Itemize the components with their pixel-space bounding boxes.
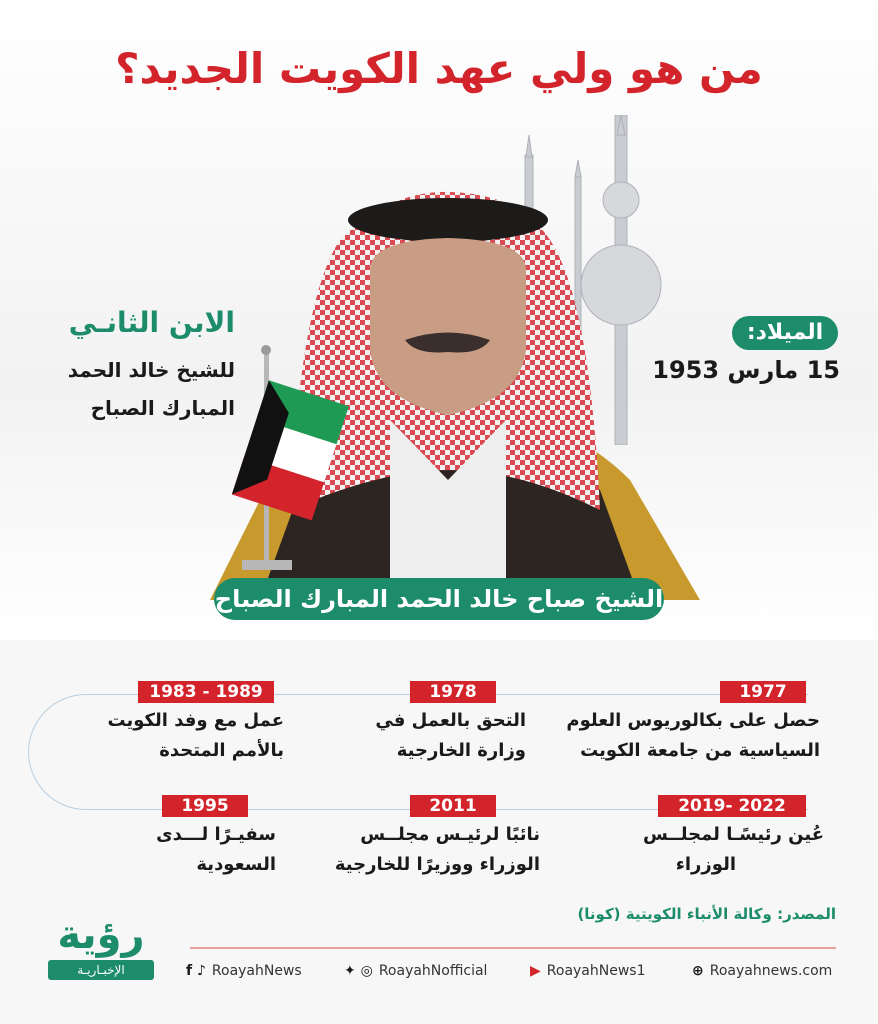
source-credit: المصدر: وكالة الأنباء الكويتية (كونا) xyxy=(577,905,836,923)
page-title: من هو ولي عهد الكويت الجديد؟ xyxy=(115,44,763,93)
year-badge-1978: 1978 xyxy=(410,681,496,703)
event-1995-line-1: سفيـرًا لـــدى xyxy=(156,824,276,845)
birth-label: الميلاد: xyxy=(732,316,838,350)
event-2011-line-1: نائبًا لرئيـس مجلــس xyxy=(360,824,540,845)
event-2019-line-1: عُين رئيسًـا لمجلــس xyxy=(643,824,824,845)
kuwait-flag-icon xyxy=(228,340,358,580)
footer-divider xyxy=(190,947,836,949)
social-website-text: Roayahnews.com xyxy=(709,963,833,979)
social-youtube[interactable] xyxy=(530,963,646,979)
social-facebook-tiktok[interactable] xyxy=(186,963,302,979)
event-2019-line-2: الوزراء xyxy=(675,854,736,875)
event-1978-line-2: وزارة الخارجية xyxy=(396,740,526,761)
event-1983-line-2: بالأمم المتحدة xyxy=(159,740,284,761)
event-1977-line-2: السياسية من جامعة الكويت xyxy=(580,740,820,761)
social-website[interactable] xyxy=(692,963,832,979)
year-badge-1983-1989: 1983 - 1989 xyxy=(138,681,274,703)
roayah-logo xyxy=(42,912,160,984)
social-twitter-instagram-text: RoayahNofficial xyxy=(378,963,488,979)
social-facebook-tiktok-text: RoayahNews xyxy=(211,963,302,979)
event-1995-line-2: السعودية xyxy=(196,854,276,875)
name-banner: الشيخ صباح خالد الحمد المبارك الصباح xyxy=(214,578,664,620)
son-title: الابن الثانـي xyxy=(68,306,235,339)
event-2011-line-2: الوزراء ووزيرًا للخارجية xyxy=(334,854,540,875)
son-line-1: للشيخ خالد الحمد xyxy=(67,358,235,382)
facebook-tiktok-icons: f ♪ xyxy=(186,963,206,979)
birth-date: 15 مارس 1953 xyxy=(652,356,840,384)
son-line-2: المبارك الصباح xyxy=(90,396,235,420)
event-1978-line-1: التحق بالعمل في xyxy=(375,710,526,731)
logo-subtitle: الإخبـاريـة xyxy=(48,960,154,980)
year-badge-2019-2022: 2019- 2022 xyxy=(658,795,806,817)
year-badge-1977: 1977 xyxy=(720,681,806,703)
event-1977-line-1: حصل على بكالوريوس العلوم xyxy=(566,710,820,731)
timeline-segment xyxy=(86,694,138,695)
website-icon: ⊕ xyxy=(692,963,704,979)
social-twitter-instagram[interactable] xyxy=(344,963,487,979)
youtube-icon: ▶ xyxy=(530,963,541,979)
social-youtube-text: RoayahNews1 xyxy=(546,963,646,979)
event-1983-line-1: عمل مع وفد الكويت xyxy=(107,710,284,731)
year-badge-2011: 2011 xyxy=(410,795,496,817)
year-badge-1995: 1995 xyxy=(162,795,248,817)
logo-word: رؤية xyxy=(57,912,145,958)
twitter-instagram-icons: ✦ ◎ xyxy=(344,963,373,979)
